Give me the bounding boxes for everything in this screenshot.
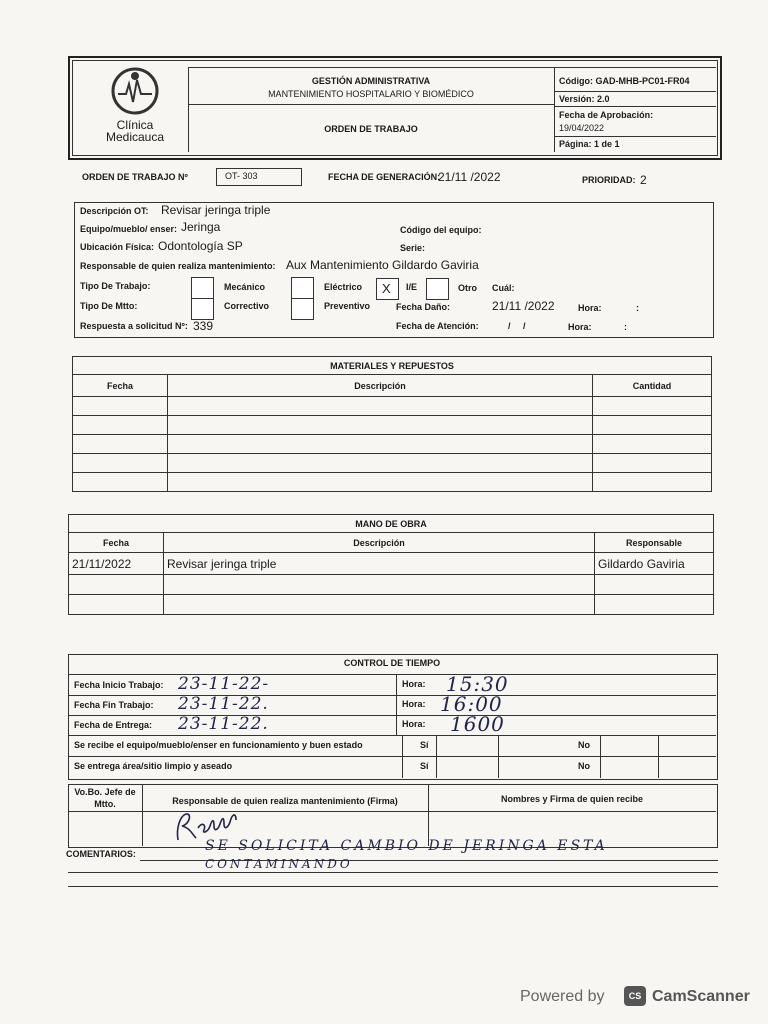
mechanical-checkbox[interactable] bbox=[191, 277, 214, 299]
ie-checkbox[interactable] bbox=[376, 278, 399, 300]
area-clean-si-label: Sí bbox=[420, 761, 429, 771]
company-name-line2: Medicauca bbox=[105, 130, 165, 144]
attention-hour-sep: : bbox=[624, 322, 627, 332]
description-value: Revisar jeringa triple bbox=[161, 203, 271, 217]
header-divider-right bbox=[554, 67, 555, 152]
logo-emblem-icon bbox=[100, 64, 170, 118]
materials-title: MATERIALES Y REPUESTOS bbox=[73, 357, 712, 375]
maintenance-type-label: Tipo De Mtto: bbox=[80, 301, 138, 311]
time-control-line5 bbox=[68, 756, 716, 757]
delivery-hour-value: 1600 bbox=[450, 712, 505, 736]
which-label: Cuál: bbox=[492, 283, 515, 293]
table-row bbox=[69, 575, 714, 595]
comments-label: COMENTARIOS: bbox=[66, 849, 136, 859]
start-hour-label: Hora: bbox=[402, 679, 426, 689]
end-date-label: Fecha Fin Trabajo: bbox=[74, 700, 154, 710]
labor-header-date: Fecha bbox=[69, 533, 164, 553]
table-row bbox=[73, 454, 712, 473]
ie-checkbox-mark: X bbox=[382, 281, 391, 296]
table-row bbox=[73, 435, 712, 454]
request-number-value: 339 bbox=[193, 319, 214, 333]
header-right-line1 bbox=[554, 91, 716, 92]
table-row bbox=[69, 595, 714, 615]
labor-header-responsible: Responsable bbox=[595, 533, 714, 553]
attention-date-value: / / bbox=[508, 321, 526, 331]
time-control-line2 bbox=[68, 695, 716, 696]
received-ok-no-label: No bbox=[578, 740, 590, 750]
received-ok-label: Se recibe el equipo/mueblo/enser en funcionamiento y buen estado bbox=[74, 740, 363, 750]
equipment-label: Equipo/mueblo/ enser: bbox=[80, 224, 178, 234]
table-row bbox=[73, 473, 712, 492]
area-clean-no-label: No bbox=[578, 761, 590, 771]
labor-title: MANO DE OBRA bbox=[69, 515, 714, 533]
electrical-label: Eléctrico bbox=[324, 282, 363, 292]
priority-label: PRIORIDAD: bbox=[582, 175, 636, 185]
labor-row-responsible: Gildardo Gaviria bbox=[595, 553, 714, 575]
table-row bbox=[73, 416, 712, 435]
header-title1: GESTIÓN ADMINISTRATIVA bbox=[311, 76, 431, 86]
description-label: Descripción OT: bbox=[80, 206, 149, 216]
labor-header-description: Descripción bbox=[164, 533, 595, 553]
table-row bbox=[73, 397, 712, 416]
powered-by-text: Powered by bbox=[520, 988, 605, 1005]
order-number-field bbox=[216, 168, 302, 186]
work-type-label: Tipo De Trabajo: bbox=[80, 281, 151, 291]
corrective-checkbox[interactable] bbox=[191, 298, 214, 320]
header-divider-mid bbox=[188, 104, 554, 105]
end-hour-value: 16:00 bbox=[440, 692, 503, 716]
preventive-checkbox[interactable] bbox=[291, 298, 314, 320]
doc-version: Versión: 2.0 bbox=[559, 94, 610, 104]
comments-line1: SE SOLICITA CAMBIO DE JERINGA ESTA bbox=[205, 838, 608, 854]
equipment-code-label: Código del equipo: bbox=[400, 225, 482, 235]
time-control-line4 bbox=[68, 735, 716, 736]
time-control-line1 bbox=[68, 674, 716, 675]
damage-date-label: Fecha Daño: bbox=[396, 302, 451, 312]
priority-value: 2 bbox=[640, 173, 647, 187]
materials-header-description: Descripción bbox=[168, 375, 593, 397]
responsible-value: Aux Mantenimiento Gildardo Gaviria bbox=[286, 258, 479, 272]
damage-date-value: 21/11 /2022 bbox=[492, 299, 555, 313]
end-date-value: 23-11-22. bbox=[178, 694, 269, 714]
start-date-label: Fecha Inicio Trabajo: bbox=[74, 680, 164, 690]
header-right-line3 bbox=[554, 136, 716, 137]
time-control-vline-end bbox=[658, 735, 659, 778]
materials-header-quantity: Cantidad bbox=[593, 375, 712, 397]
header-right-line2 bbox=[554, 106, 716, 107]
location-label: Ubicación Física: bbox=[80, 242, 155, 252]
time-control-title: CONTROL DE TIEMPO bbox=[343, 658, 441, 668]
doc-code: Código: GAD-MHB-PC01-FR04 bbox=[559, 76, 690, 86]
labor-table bbox=[68, 514, 714, 615]
electrical-checkbox[interactable] bbox=[291, 277, 314, 299]
signatures-vline1 bbox=[142, 784, 143, 846]
time-control-vline-si2 bbox=[436, 735, 437, 778]
header-title2: MANTENIMIENTO HOSPITALARIO Y BIOMÉDICO bbox=[268, 89, 474, 99]
order-number-label: ORDEN DE TRABAJO Nº bbox=[82, 172, 188, 182]
time-control-vline-hour bbox=[396, 674, 397, 735]
header-top-line bbox=[188, 67, 716, 68]
mechanical-label: Mecánico bbox=[224, 282, 266, 292]
approval-date-value: 19/04/2022 bbox=[559, 123, 605, 133]
materials-table bbox=[72, 356, 712, 492]
time-control-vline-mid bbox=[498, 735, 499, 778]
responsible-label: Responsable de quien realiza mantenimiento: bbox=[80, 261, 276, 271]
damage-hour-label: Hora: bbox=[578, 303, 602, 313]
ie-label: I/E bbox=[406, 282, 418, 292]
labor-row-description: Revisar jeringa triple bbox=[164, 553, 595, 575]
delivery-date-label: Fecha de Entrega: bbox=[74, 720, 153, 730]
page-number: Página: 1 de 1 bbox=[559, 139, 620, 149]
received-ok-si-label: Sí bbox=[420, 740, 429, 750]
other-checkbox[interactable] bbox=[426, 278, 449, 300]
camscanner-logo-letters: CS bbox=[628, 991, 642, 1001]
time-control-vline-no bbox=[600, 735, 601, 778]
comments-underline3 bbox=[68, 886, 718, 887]
order-number-value: OT- 303 bbox=[225, 171, 258, 181]
equipment-value: Jeringa bbox=[181, 220, 221, 234]
area-clean-label: Se entrega área/sitio limpio y aseado bbox=[74, 761, 233, 771]
company-name-line1: Clínica bbox=[116, 118, 154, 132]
time-control-vline-si bbox=[402, 735, 403, 778]
start-date-value: 23-11-22- bbox=[178, 674, 270, 694]
comments-line2: CONTAMINANDO bbox=[205, 857, 353, 871]
responsible-signature-label: Responsable de quien realiza mantenimiento (Firma) bbox=[172, 796, 398, 806]
start-hour-value: 15:30 bbox=[446, 672, 509, 696]
camscanner-brand: CamScanner bbox=[652, 988, 750, 1005]
vobo-label: Vo.Bo. Jefe de Mtto. bbox=[74, 787, 136, 809]
delivery-date-value: 23-11-22. bbox=[178, 714, 269, 734]
comments-underline2 bbox=[68, 872, 718, 873]
damage-hour-sep: : bbox=[636, 303, 639, 313]
company-logo bbox=[100, 64, 170, 144]
labor-row-date: 21/11/2022 bbox=[69, 553, 164, 575]
materials-header-date: Fecha bbox=[73, 375, 168, 397]
approval-date-label: Fecha de Aprobación: bbox=[559, 110, 654, 120]
table-row bbox=[69, 553, 714, 575]
generation-date-label: FECHA DE GENERACIÓN: bbox=[328, 172, 441, 182]
generation-date-value: 21/11 /2022 bbox=[438, 170, 501, 184]
request-number-label: Respuesta a solicitud Nº: bbox=[80, 321, 188, 331]
time-control-line3 bbox=[68, 715, 716, 716]
doc-title: ORDEN DE TRABAJO bbox=[324, 124, 418, 134]
attention-hour-label: Hora: bbox=[568, 322, 592, 332]
end-hour-label: Hora: bbox=[402, 699, 426, 709]
signatures-hline bbox=[68, 811, 716, 812]
receiver-signature-label: Nombres y Firma de quien recibe bbox=[500, 794, 644, 804]
preventive-label: Preventivo bbox=[324, 301, 371, 311]
other-label: Otro bbox=[458, 283, 477, 293]
serial-label: Serie: bbox=[400, 243, 426, 253]
location-value: Odontología SP bbox=[158, 239, 243, 253]
attention-date-label: Fecha de Atención: bbox=[396, 321, 479, 331]
delivery-hour-label: Hora: bbox=[402, 719, 426, 729]
camscanner-logo-icon bbox=[624, 986, 646, 1006]
corrective-label: Correctivo bbox=[224, 301, 270, 311]
